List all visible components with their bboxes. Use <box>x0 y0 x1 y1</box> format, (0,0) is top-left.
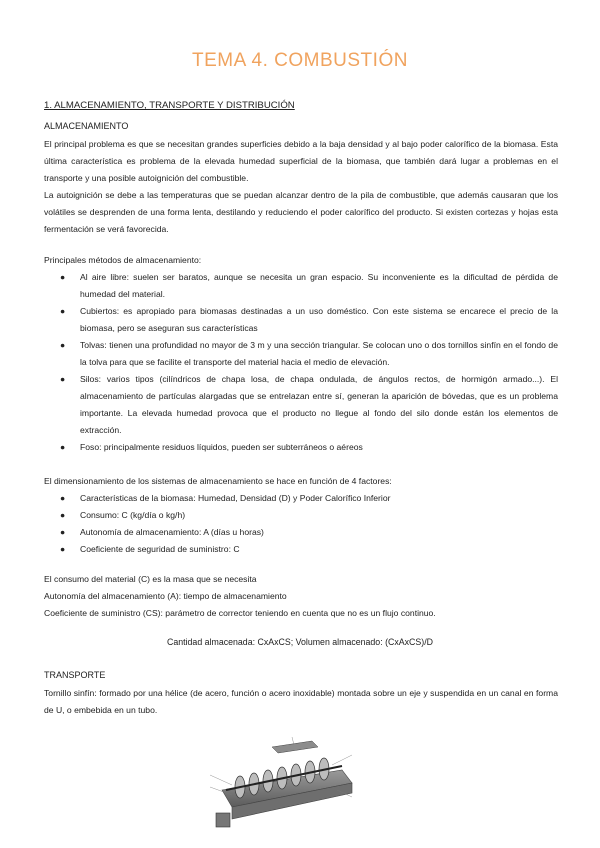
list-item: ● Al aire libre: suelen ser baratos, aunque se necesita un gran espacio. Su inconveniente es la dificultad de pérdida de humedad del material. <box>60 269 558 303</box>
list-item: ● Silos: varios tipos (cilíndricos de chapa losa, de chapa ondulada, de ángulos rectos, de hormigón armado...). El almacenamiento de partículas alargadas que se entrelazan entre sí, generan la aparición de bóvedas, que es un problema importante. La elevada humedad provoca que el producto no llegue al fondo del silo donde están los elementos de extracción. <box>60 371 558 439</box>
bullet-icon: ● <box>60 544 66 554</box>
bullet-icon: ● <box>60 340 66 350</box>
factors-intro: El dimensionamiento de los sistemas de almacenamiento se hace en función de 4 factores: <box>44 476 392 486</box>
bullet-icon: ● <box>60 442 66 452</box>
definition-consumption: El consumo del material (C) es la masa que se necesita <box>44 574 257 584</box>
storage-formula: Cantidad almacenada: CxAxCS; Volumen almacenado: (CxAxCS)/D <box>167 637 433 647</box>
list-item: ● Tolvas: tienen una profundidad no mayor de 3 m y una sección triangular. Se colocan uno o dos tornillos sinfín en el fondo de la tolva para que se facilite el transporte del material hacia el medio de elevación. <box>60 337 558 371</box>
list-item: ● Coeficiente de seguridad de suministro: C <box>60 541 558 558</box>
bullet-icon: ● <box>60 510 66 520</box>
list-item: ● Consumo: C (kg/día o kg/h) <box>60 507 558 524</box>
definition-coefficient: Coeficiente de suministro (CS): parámetro de corrector teniendo en cuenta que no es un flujo continuo. <box>44 608 436 618</box>
definition-autonomy: Autonomía del almacenamiento (A): tiempo de almacenamiento <box>44 591 287 601</box>
storage-subheading: ALMACENAMIENTO <box>44 121 129 131</box>
bullet-icon: ● <box>60 306 66 316</box>
bullet-icon: ● <box>60 374 66 384</box>
methods-list <box>60 269 558 456</box>
transport-paragraph: Tornillo sinfín: formado por una hélice (de acero, función o acero inoxidable) montada sobre un eje y suspendida en un canal en forma de U, o embebida en un tubo. <box>44 688 558 715</box>
bullet-icon: ● <box>60 493 66 503</box>
section-heading: 1. ALMACENAMIENTO, TRANSPORTE Y DISTRIBUCIÓN <box>44 100 295 111</box>
list-item: ● Foso: principalmente residuos líquidos, pueden ser subterráneos o aéreos <box>60 439 558 456</box>
page-title: TEMA 4. COMBUSTIÓN <box>192 50 408 71</box>
storage-paragraph-2: La autoignición se debe a las temperaturas que se puedan alcanzar dentro de la pila de combustible, que además causaran que los volátiles se desprenden de una forma lenta, destilando y reduciendo el poder calorífico del producto. Si existen cortezas y hojas esta fermentación se verá favorecida. <box>44 190 558 234</box>
list-item: ● Autonomía de almacenamiento: A (días u horas) <box>60 524 558 541</box>
bullet-icon: ● <box>60 527 66 537</box>
factors-list <box>60 490 558 558</box>
list-item: ● Cubiertos: es apropiado para biomasas destinadas a un uso doméstico. Con este sistema se encarece el precio de la biomasa, pero se aseguran sus características <box>60 303 558 337</box>
methods-intro: Principales métodos de almacenamiento: <box>44 255 202 265</box>
bullet-icon: ● <box>60 272 66 282</box>
list-item: ● Características de la biomasa: Humedad, Densidad (D) y Poder Calorífico Inferior <box>60 490 558 507</box>
screw-conveyor-diagram <box>202 735 364 835</box>
storage-paragraph-1: El principal problema es que se necesitan grandes superficies debido a la baja densidad y al bajo poder calorífico de la biomasa. Esta última característica es problema de la elevada humedad superficial de la biomasa, que también dará lugar a problemas en el transporte y una posible autoignición del combustible. <box>44 139 558 183</box>
transport-subheading: TRANSPORTE <box>44 670 106 680</box>
